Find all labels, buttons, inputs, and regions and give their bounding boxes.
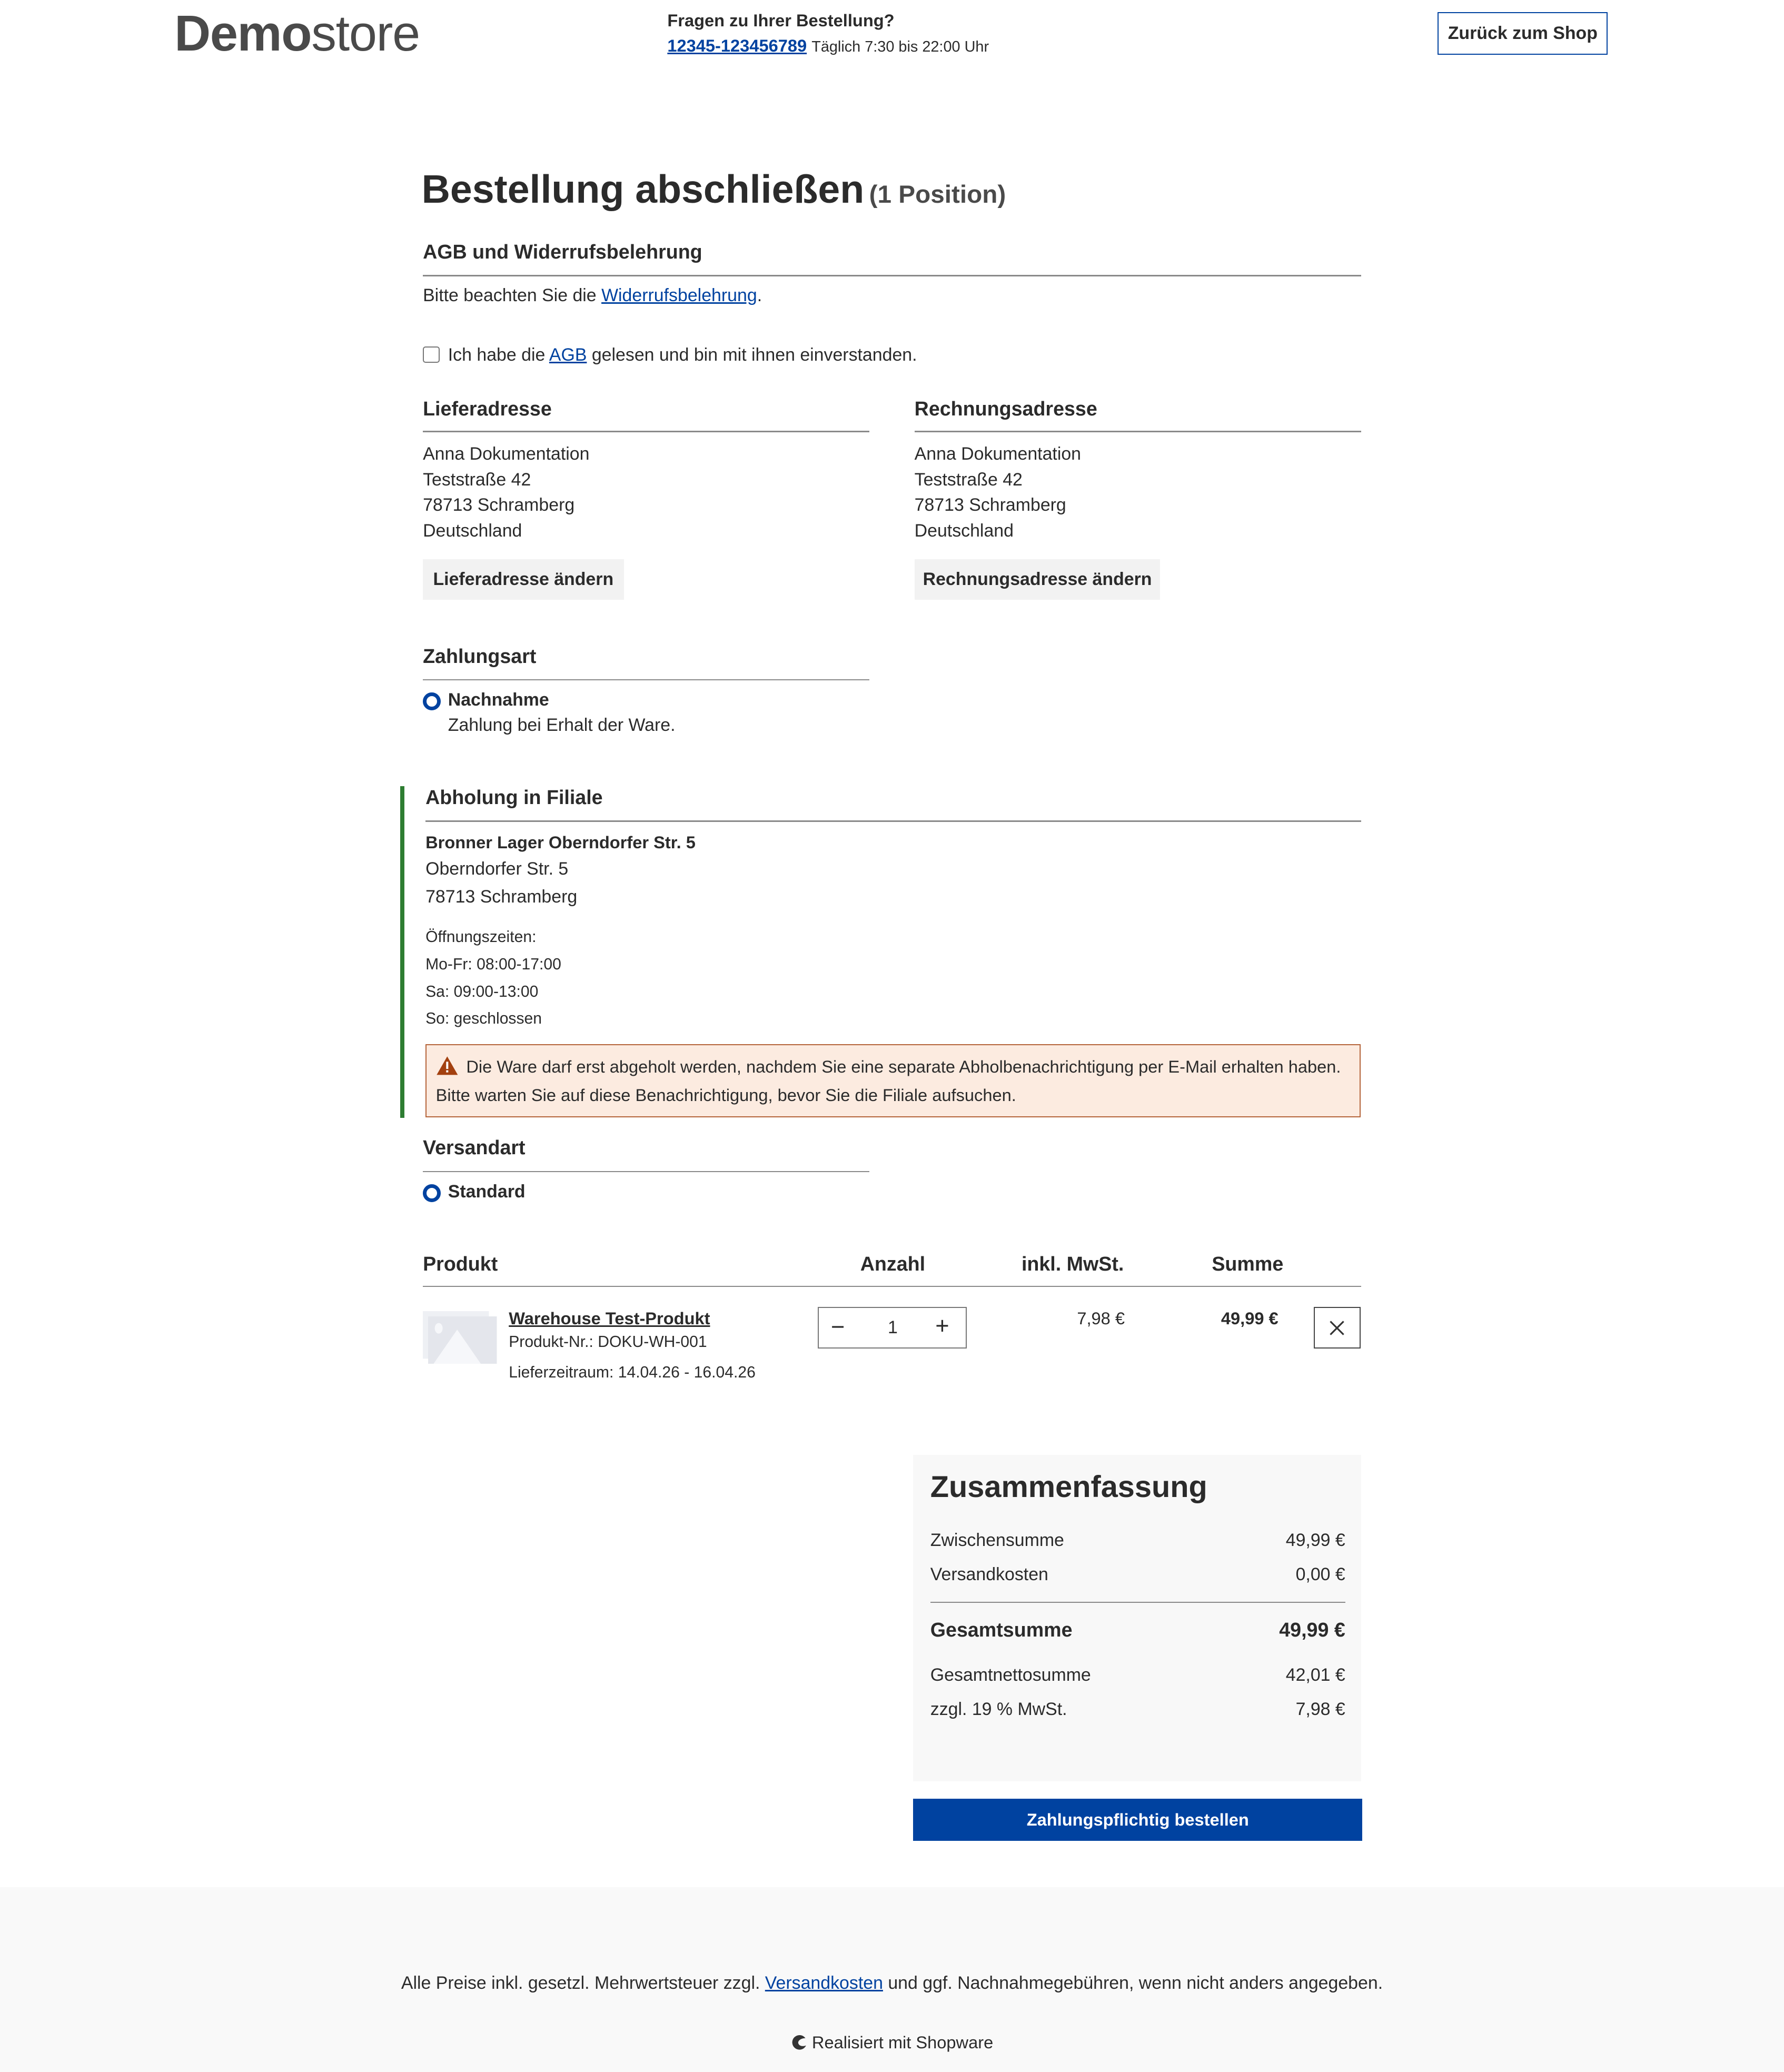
summary-total: Gesamtsumme 49,99 € [930,1619,1345,1641]
shopware-logo-icon [791,2034,808,2055]
hotline-hours: Täglich 7:30 bis 22:00 Uhr [811,38,989,55]
billing-address-heading: Rechnungsadresse [914,398,1097,420]
payment-method-label[interactable]: Nachnahme [448,690,549,710]
product-name-link[interactable]: Warehouse Test-Produkt [509,1308,710,1328]
change-shipping-address-button[interactable]: Lieferadresse ändern [423,559,623,600]
shipping-radio-standard[interactable] [423,1184,441,1202]
withdrawal-link[interactable]: Widerrufsbelehrung [601,285,757,306]
shipping-costs-link[interactable]: Versandkosten [765,1972,883,1993]
quantity-value[interactable]: 1 [887,1317,898,1337]
warning-icon [436,1056,459,1083]
terms-checkbox-label[interactable]: Ich habe die AGB gelesen und bin mit ihnen einverstanden. [448,345,917,365]
withdrawal-notice: Bitte beachten Sie die Widerrufsbelehrung. [423,285,762,306]
plus-icon[interactable]: + [935,1312,949,1339]
hotline-title: Fragen zu Ihrer Bestellung? [667,11,895,31]
logo[interactable]: Demostore [174,6,420,62]
pickup-heading: Abholung in Filiale [425,786,603,809]
item-total: 49,99 € [1221,1308,1278,1328]
shipping-method-label[interactable]: Standard [448,1181,526,1202]
shipping-method-heading: Versandart [423,1136,526,1159]
payment-heading: Zahlungsart [423,645,537,667]
billing-address: Anna Dokumentation Teststraße 42 78713 Schramberg Deutschland [914,444,1082,541]
hotline [667,36,989,56]
quantity-stepper[interactable] [818,1307,967,1349]
divider [423,1171,869,1173]
product-image-placeholder[interactable] [423,1311,497,1364]
col-quantity: Anzahl [860,1253,926,1275]
payment-radio-cod[interactable] [423,692,441,710]
summary-heading: Zusammenfassung [930,1470,1207,1504]
summary-vat: zzgl. 19 % MwSt. 7,98 € [930,1699,1345,1720]
page-title: Bestellung abschließen (1 Position) [421,167,1006,212]
pickup-city: 78713 Schramberg [425,886,578,907]
divider [423,679,869,681]
col-tax: inkl. MwSt. [1021,1253,1124,1275]
remove-item-button[interactable] [1314,1307,1361,1349]
pickup-warning: Die Ware darf erst abgeholt werden, nachdem Sie eine separate Abholbenachrichtigung per E-Mail erhalten haben. Bitte warten Sie auf diese Benachrichtigung, bevor Sie die Filiale aufsuchen. [425,1044,1361,1118]
place-order-button[interactable]: Zahlungspflichtig bestellen [913,1799,1362,1841]
change-billing-address-button[interactable]: Rechnungsadresse ändern [915,559,1161,600]
shipping-address: Anna Dokumentation Teststraße 42 78713 Schramberg Deutschland [423,444,590,541]
product-number: Produkt-Nr.: DOKU-WH-001 [509,1333,707,1351]
hotline-number-link[interactable]: 12345-123456789 [667,35,807,55]
summary-shipping: Versandkosten 0,00 € [930,1564,1345,1585]
divider [915,431,1361,432]
terms-heading: AGB und Widerrufsbelehrung [423,240,702,263]
divider [423,431,869,432]
position-count: (1 Position) [869,181,1006,209]
pickup-hours: Öffnungszeiten: Mo-Fr: 08:00-17:00 Sa: 09:00-13:00 So: geschlossen [425,928,561,1028]
col-product: Produkt [423,1253,498,1275]
terms-checkbox[interactable] [423,346,440,363]
summary-subtotal: Zwischensumme 49,99 € [930,1530,1345,1551]
payment-description: Zahlung bei Erhalt der Ware. [448,715,676,735]
pickup-street: Oberndorfer Str. 5 [425,859,569,879]
back-to-shop-button[interactable]: Zurück zum Shop [1438,12,1608,55]
col-total: Summe [1212,1253,1284,1275]
divider [930,1602,1345,1603]
agb-link[interactable]: AGB [549,345,587,365]
item-tax: 7,98 € [1077,1308,1125,1328]
powered-by-shopware[interactable]: Realisiert mit Shopware [0,2033,1784,2055]
divider [423,1286,1361,1287]
divider [425,820,1361,822]
pickup-accent-bar [400,786,404,1118]
minus-icon[interactable]: − [831,1313,845,1341]
delivery-time: Lieferzeitraum: 14.04.26 - 16.04.26 [509,1363,756,1381]
footer-vat-notice: Alle Preise inkl. gesetzl. Mehrwertsteuer zzgl. Versandkosten und ggf. Nachnahmegebühren, wenn nicht anders angegeben. [401,1972,1383,1993]
pickup-store-name: Bronner Lager Oberndorfer Str. 5 [425,832,696,852]
close-icon [1329,1320,1345,1336]
shipping-address-heading: Lieferadresse [423,398,552,420]
summary-net: Gesamtnettosumme 42,01 € [930,1665,1345,1686]
divider [423,275,1361,276]
